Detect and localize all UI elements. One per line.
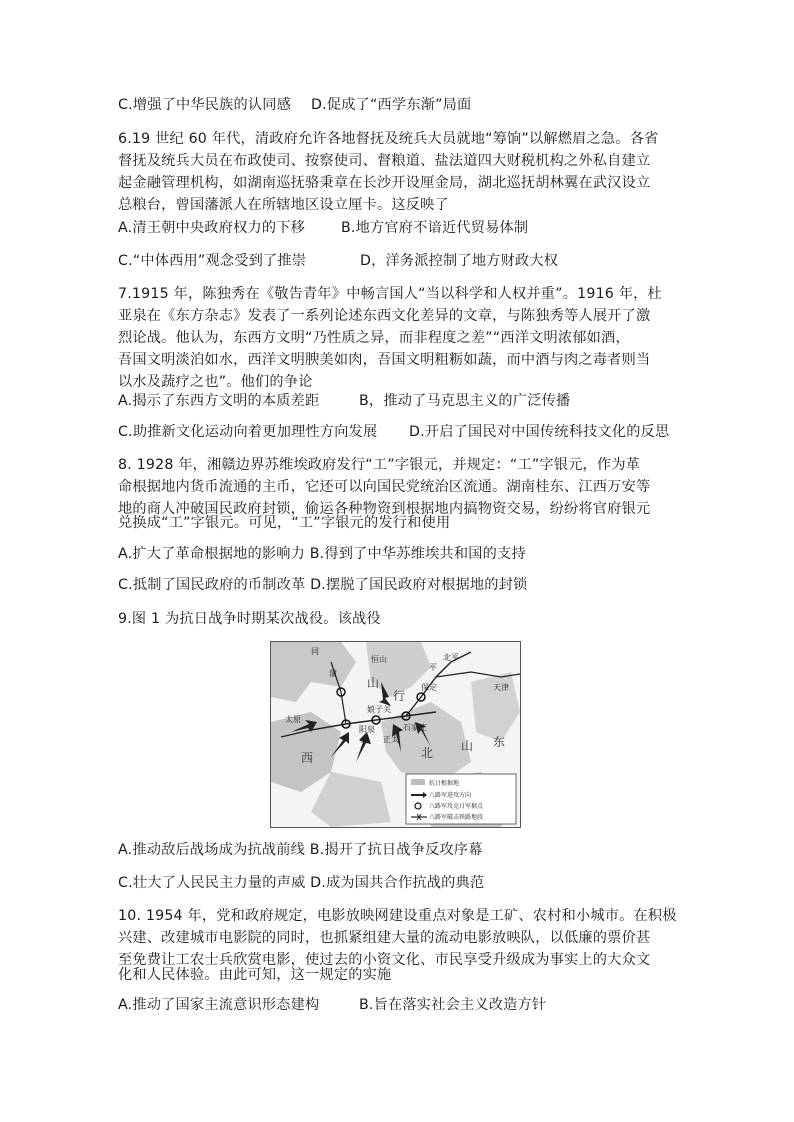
map-label: 西 <box>301 751 314 765</box>
q6-stem-line-4: 总粮台，曾国藩派人在所辖地区设立厘卡。这反映了 <box>118 197 449 213</box>
q6-stem-line-3: 起金融管理机构，如湖南巡抚骆秉章在长沙开设厘金局，湖北巡抚胡林翼在武汉设立 <box>118 175 651 191</box>
q5-option-d: D.促成了“西学东渐”局面 <box>311 97 472 113</box>
q8-stem-line-4: 兑换成“工”字银元。可见，“工”字银元的发行和使用 <box>118 515 451 531</box>
legend-item: 抗日根据地 <box>429 780 460 787</box>
q7-stem-line-5: 以水及蔬疗之也”。他们的争论 <box>118 374 313 390</box>
q10-option-a: A.推动了国家主流意识形态建构 <box>118 997 320 1013</box>
q7-option-c: C.助推新文化运动向着更加理性方向发展 <box>118 424 378 440</box>
map-label: 阳泉 <box>359 725 375 734</box>
map-legend <box>406 774 516 824</box>
map-label: 东 <box>493 735 506 749</box>
q6-stem-line-2: 督抚及统兵大员在布政使司、按察使司、督粮道、盐法道四大财税机构之外私自建立 <box>118 153 651 169</box>
map-label: 行 <box>393 689 406 703</box>
legend-item: 八路军破击铁路地段 <box>429 814 484 821</box>
map-label: 石家庄 <box>403 723 427 732</box>
q7-options-ab <box>118 390 571 412</box>
q10-stem-line-2: 兴建、改建城市电影院的同时，也抓紧组建大量的流动电影放映队，以低廉的票价甚 <box>118 930 651 946</box>
q9-stem: 9.图 1 为抗日战争时期某次战役。该战役 <box>118 611 381 627</box>
map-label: 北 <box>421 746 434 760</box>
map-label: 山 <box>461 739 474 753</box>
legend-base-area-swatch <box>411 779 425 785</box>
map-label: 正太 <box>383 735 399 744</box>
legend-item: 八路军进攻方向 <box>429 792 472 799</box>
q10-option-b: B.旨在落实社会主义改造方针 <box>359 997 547 1013</box>
battle-map-figure <box>270 641 521 828</box>
q6-options-cd <box>118 250 559 272</box>
q9-options-cd: C.壮大了人民民主力量的声威 D.成为国共合作抗战的典范 <box>118 875 485 891</box>
q9-options-ab: A.推动敌后战场成为抗战前线 B.揭开了抗日战争反攻序幕 <box>118 842 483 858</box>
q6-option-b: B.地方官府不谙近代贸易体制 <box>341 220 529 236</box>
map-label: 北平 <box>443 653 459 662</box>
q7-option-d: D.开启了国民对中国传统科技文化的反思 <box>409 424 670 440</box>
map-label: 娘子关 <box>367 705 391 714</box>
map-label: 太原 <box>285 715 301 724</box>
map-label: 恒山 <box>371 655 387 664</box>
map-label: 保定 <box>421 683 437 692</box>
q6-option-d: D，洋务派控制了地方财政大权 <box>360 253 559 269</box>
q10-stem-line-4: 化和人民体验。由此可知，这一规定的实施 <box>118 967 392 983</box>
q7-option-a: A.揭示了东西方文明的本质差距 <box>118 393 320 409</box>
q7-option-b: B，推动了马克思主义的广泛传播 <box>359 393 571 409</box>
q8-stem-line-3: 地的商人冲破国民政府封锁，偷运各种物资到根据地内搞物资交易，纷纷将官府银元 <box>118 501 651 517</box>
q10-stem-line-1: 10. 1954 年，党和政府规定，电影放映网建设重点对象是工矿、农村和小城市。在积极 <box>118 908 677 924</box>
legend-item: 八路军攻克日军据点 <box>429 803 484 810</box>
q8-stem-line-2: 命根据地内货币流通的主币，它还可以向国民党统治区流通。湖南桂东、江西万安等 <box>118 479 651 495</box>
q8-options-ab: A.扩大了革命根据地的影响力 B.得到了中华苏维埃共和国的支持 <box>118 546 526 562</box>
map-label: 同 <box>311 647 319 656</box>
q7-stem-line-3: 烈论战。他认为，东西方文明“乃性质之异，而非程度之差”“西洋文明浓郁如酒， <box>118 330 630 346</box>
q10-stem-line-3: 至免费让工农士兵欣赏电影，使过去的小资文化、市民享受升级成为事实上的大众文 <box>118 952 651 968</box>
q5-option-c: C.增强了中华民族的认同感 <box>118 97 292 113</box>
map-label: 蒲 <box>329 669 337 678</box>
q8-stem-line-1: 8. 1928 年，湘赣边界苏维埃政府发行“工”字银元，并规定：“工”字银元，作为革 <box>118 457 641 473</box>
map-label: 天津 <box>493 683 509 692</box>
q6-stem-line-1: 6.19 世纪 60 年代，清政府允许各地督抚及统兵大员就地“筹饷”以解燃眉之急。各省 <box>118 131 659 147</box>
battle-map <box>271 642 520 827</box>
q8-options-cd: C.抵制了国民政府的币制改革 D.摆脱了国民政府对根据地的封锁 <box>118 577 528 593</box>
q7-options-cd <box>118 421 670 443</box>
q7-stem-line-4: 吾国文明淡泊如水，西洋文明腴美如肉，吾国文明粗粝如蔬，而中酒与肉之毒者则当 <box>118 352 651 368</box>
map-label: 平 <box>429 663 437 672</box>
q6-options-ab <box>118 217 529 239</box>
map-label: 山 <box>367 676 380 690</box>
q7-stem-line-1: 7.1915 年，陈独秀在《敬告青年》中畅言国人“当以科学和人权并重”。1916 年，杜 <box>118 286 662 302</box>
q5-options-cd <box>118 94 472 116</box>
q7-stem-line-2: 亚泉在《东方杂志》发表了一系列论述东西文化差异的文章，与陈独秀等人展开了激 <box>118 308 651 324</box>
q6-option-a: A.清王朝中央政府权力的下移 <box>118 220 306 236</box>
q6-option-c: C.“中体西用”观念受到了推崇 <box>118 253 307 269</box>
q10-options-ab <box>118 994 547 1016</box>
